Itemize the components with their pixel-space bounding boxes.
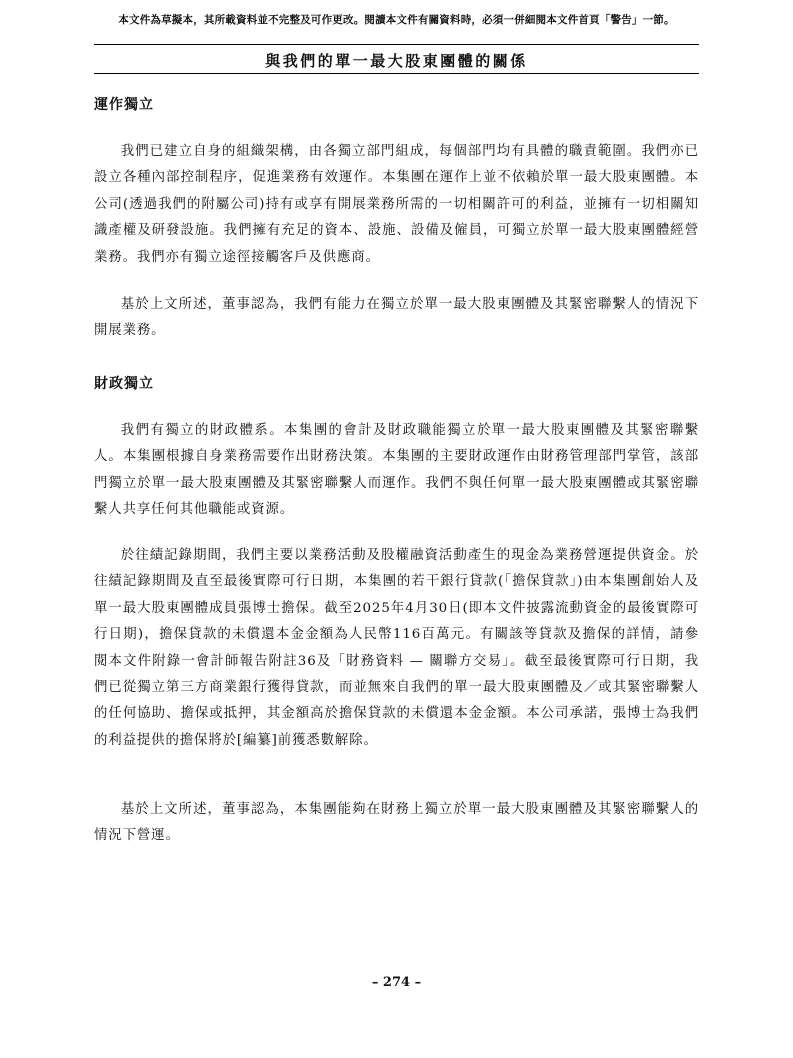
section-heading-financial-independence: 財政獨立 [94,376,154,392]
paragraph-financial-1: 我們有獨立的財政體系。本集團的會計及財政職能獨立於單一最大股東團體及其緊密聯繫人。本集團根據自身業務需要作出財務決策。本集團的主要財政運作由財務管理部門掌管，該部門獨立於單一最大股東團體及其緊密聯繫人而運作。我們不與任何單一最大股東團體或其緊密聯繫人共享任何其他職能或資源。 [94,423,699,518]
section-heading-operational-independence: 運作獨立 [94,97,154,113]
draft-warning-banner: 本文件為草擬本，其所載資料並不完整及可作更改。閱讀本文件有關資料時，必須一併細閱本文件首頁「警告」一節。 [118,14,675,26]
page-title: 與我們的單一最大股東團體的關係 [265,52,528,70]
header-rule-bottom [94,73,699,74]
paragraph-operational-1: 我們已建立自身的組織架構，由各獨立部門組成，每個部門均有具體的職責範圍。我們亦已設立各種內部控制程序，促進業務有效運作。本集團在運作上並不依賴於單一最大股東團體。本公司(透過我們的附屬公司)持有或享有開展業務所需的一切相關許可的利益，並擁有一切相關知識產權及研發設施。我們擁有充足的資本、設施、設備及僱員，可獨立於單一最大股東團體經營業務。我們亦有獨立途徑接觸客戶及供應商。 [94,144,699,265]
page-number: – 274 – [371,975,422,990]
paragraph-financial-2: 於往績記錄期間，我們主要以業務活動及股權融資活動產生的現金為業務營運提供資金。於往績記錄期間及直至最後實際可行日期，本集團的若干銀行貸款(「擔保貸款」)由本集團創始人及單一最大股東團體成員張博士擔保。截至2025年4月30日(即本文件披露流動資金的最後實際可行日期)，擔保貸款的未償還本金金額為人民幣116百萬元。有關該等貸款及擔保的詳情，請參閱本文件附錄一會計師報告附註36及「財務資料 — 關聯方交易」。截至最後實際可行日期，我們已從獨立第三方商業銀行獲得貸款，而並無來自我們的單一最大股東團體及／或其緊密聯繫人的任何協助、擔保或抵押，其金額高於擔保貸款的未償還本金金額。本公司承諾，張博士為我們的利益提供的擔保將於[編纂]前獲悉數解除。 [94,548,699,748]
paragraph-operational-2: 基於上文所述，董事認為，我們有能力在獨立於單一最大股東團體及其緊密聯繫人的情況下開展業務。 [94,297,699,339]
paragraph-financial-3: 基於上文所述，董事認為，本集團能夠在財務上獨立於單一最大股東團體及其緊密聯繫人的情況下營運。 [94,802,699,844]
header-rule-top [94,44,699,45]
